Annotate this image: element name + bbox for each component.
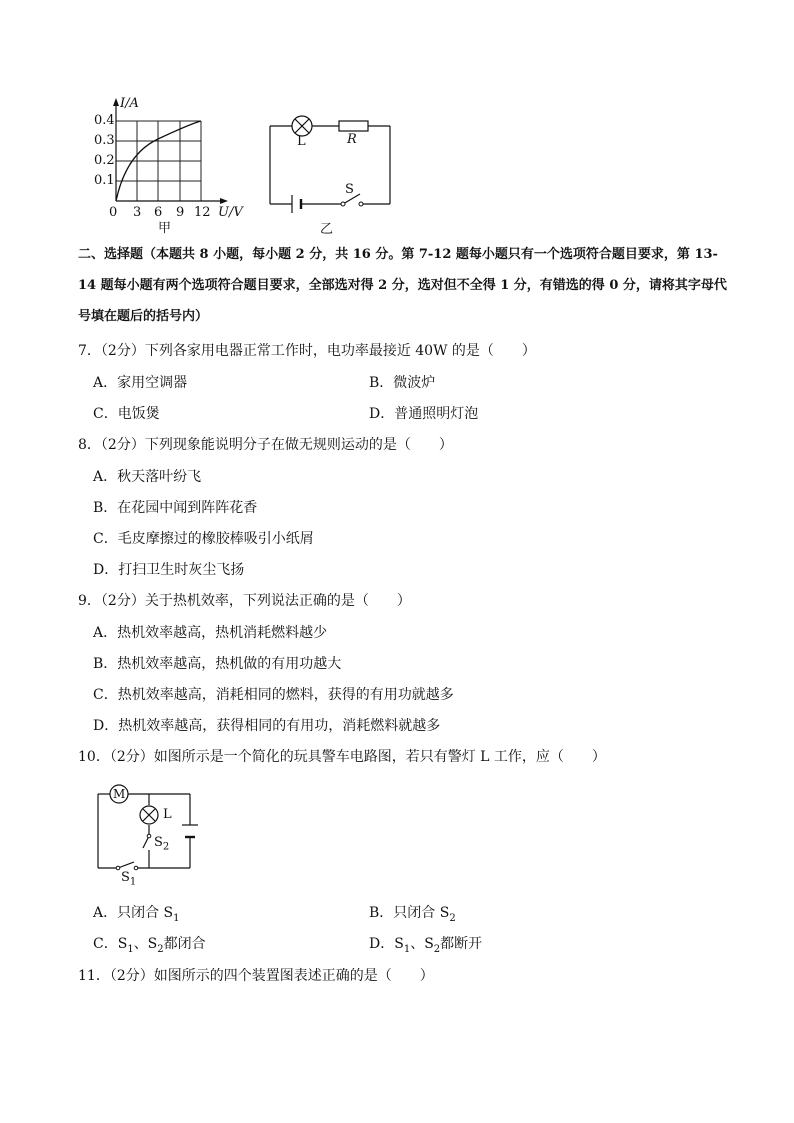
x-tick-6: 6 bbox=[154, 205, 163, 220]
q10-option-a[interactable]: A．只闭合 $S_1$ bbox=[93, 905, 180, 924]
fig-jia-caption: 甲 bbox=[158, 221, 172, 236]
y-tick-0.1: 0.1 bbox=[94, 173, 115, 188]
q10-switch-s1-label: $S_1$ bbox=[121, 870, 137, 888]
question-7-stem: 7．（2分）下列各家用电器正常工作时，电功率最接近 40W 的是（ ） bbox=[78, 343, 536, 359]
q10-switch-s2-label: $S_2$ bbox=[154, 835, 170, 853]
y-tick-0.3: 0.3 bbox=[94, 133, 115, 148]
y-tick-0.4: 0.4 bbox=[94, 113, 115, 128]
q10-lamp-label-l: L bbox=[163, 807, 172, 822]
x-tick-9: 9 bbox=[176, 205, 185, 220]
q8-option-c[interactable]: C．毛皮摩擦过的橡胶棒吸引小纸屑 bbox=[93, 531, 314, 547]
q7-option-a[interactable]: A．家用空调器 bbox=[93, 375, 188, 391]
y-axis-label: I/A bbox=[120, 96, 139, 111]
fig-yi-caption: 乙 bbox=[320, 222, 334, 237]
x-axis-label: U/V bbox=[218, 205, 243, 220]
switch-label-s: S bbox=[345, 182, 354, 197]
resistor-label-r: R bbox=[347, 132, 357, 147]
q7-option-d[interactable]: D．普通照明灯泡 bbox=[369, 406, 479, 422]
question-10-stem: 10．（2分）如图所示是一个简化的玩具警车电路图，若只有警灯 L 工作，应（ ） bbox=[78, 749, 606, 765]
q8-option-b[interactable]: B．在花园中闻到阵阵花香 bbox=[93, 500, 258, 516]
lamp-label-l: L bbox=[297, 134, 306, 149]
q10-option-d[interactable]: D．$S_1$、$S_2$都断开 bbox=[369, 936, 483, 955]
q7-option-c[interactable]: C．电饭煲 bbox=[93, 406, 160, 422]
q10-option-b[interactable]: B．只闭合 $S_2$ bbox=[369, 905, 456, 924]
q9-option-b[interactable]: B．热机效率越高，热机做的有用功越大 bbox=[93, 656, 342, 672]
q8-option-a[interactable]: A．秋天落叶纷飞 bbox=[93, 469, 202, 485]
question-8-stem: 8．（2分）下列现象能说明分子在做无规则运动的是（ ） bbox=[78, 437, 453, 453]
q7-option-b[interactable]: B．微波炉 bbox=[369, 375, 436, 391]
q9-option-a[interactable]: A．热机效率越高，热机消耗燃料越少 bbox=[93, 625, 328, 641]
question-11-stem: 11．（2分）如图所示的四个装置图表述正确的是（ ） bbox=[78, 968, 434, 984]
q8-option-d[interactable]: D．打扫卫生时灰尘飞扬 bbox=[93, 562, 245, 578]
x-tick-3: 3 bbox=[133, 205, 142, 220]
fig-yi-circuit bbox=[262, 110, 402, 215]
x-tick-12: 12 bbox=[194, 205, 211, 220]
q9-option-c[interactable]: C．热机效率越高，消耗相同的燃料，获得的有用功就越多 bbox=[93, 687, 454, 703]
question-9-stem: 9．（2分）关于热机效率，下列说法正确的是（ ） bbox=[78, 593, 411, 609]
y-tick-0.2: 0.2 bbox=[94, 153, 115, 168]
fig-q10-circuit bbox=[90, 780, 210, 880]
q9-option-d[interactable]: D．热机效率越高，获得相同的有用功，消耗燃料就越多 bbox=[93, 718, 441, 734]
motor-label-m: M bbox=[113, 787, 126, 801]
x-tick-0: 0 bbox=[109, 205, 118, 220]
section-2-instructions: 二、选择题（本题共 8 小题，每小题 2 分，共 16 分。第 7-12 题每小题只有一个选项符合题目要求，第 13-14 题每小题有两个选项符合题目要求，全部选对得 2 分，选对但不全得 1 分，有错选的得 0 分，请将其字母代号填在题后的括号内） bbox=[78, 247, 727, 324]
q10-option-c[interactable]: C．$S_1$、$S_2$都闭合 bbox=[93, 936, 206, 955]
